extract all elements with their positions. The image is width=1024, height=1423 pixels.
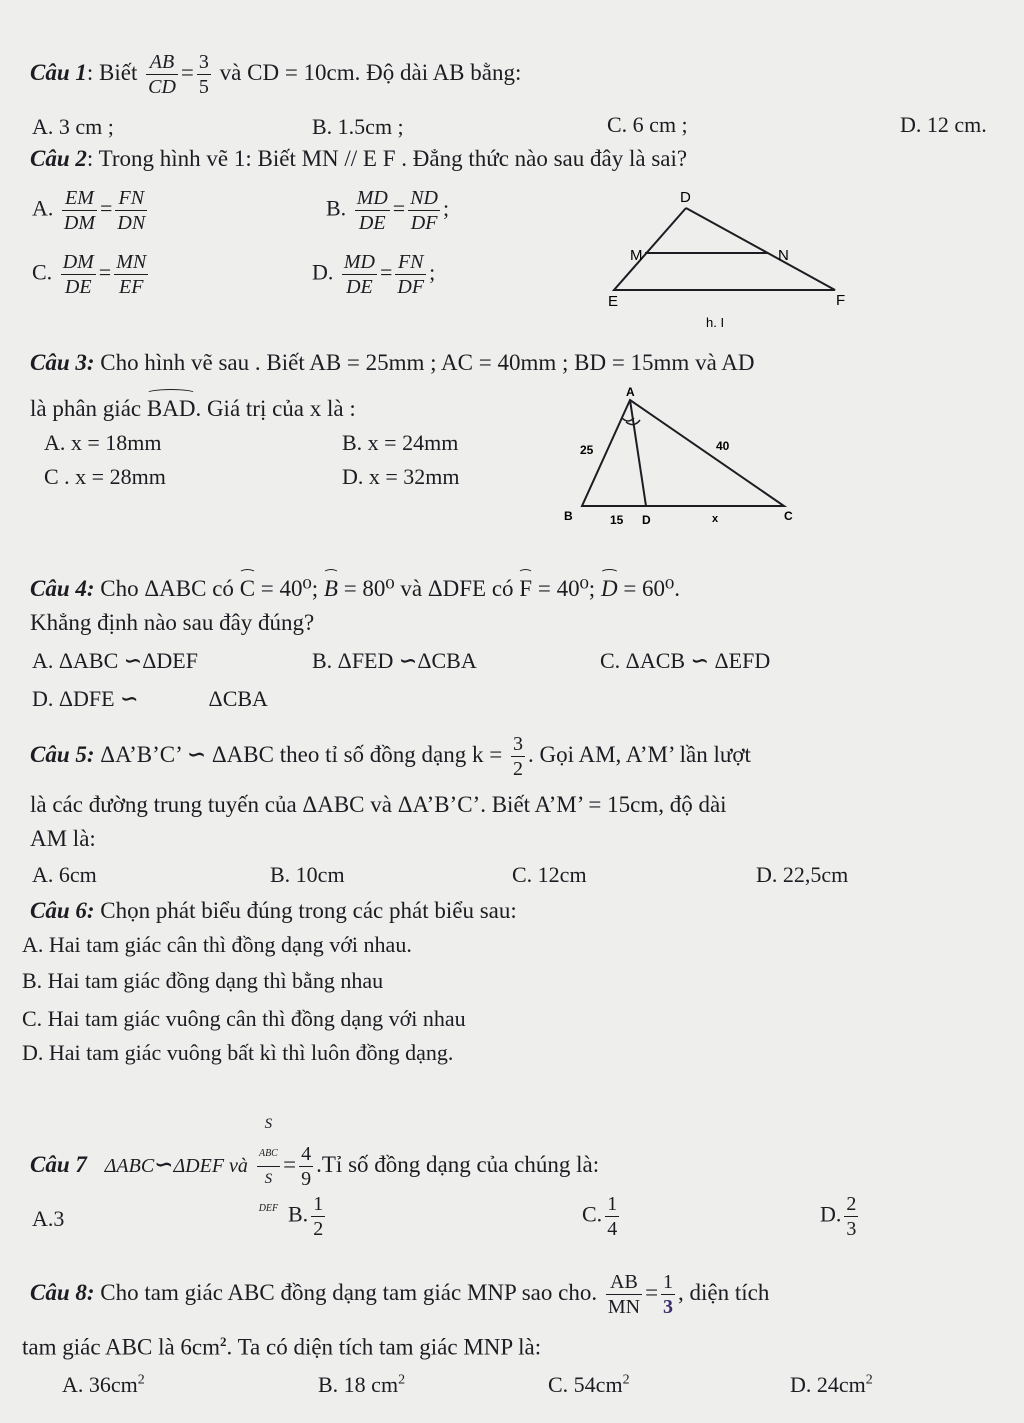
q3-fig-label-bd: 15	[610, 513, 624, 527]
q8-stem-line2: tam giác ABC là $6cm^2$. Ta có diện tích tam giác MNP là:	[22, 1334, 542, 1360]
q1-stem: Câu 1: Biết $\frac{AB}{CD}$ = $\frac{3}{5}$ và CD = 10cm. Độ dài AB bằng:	[30, 51, 522, 98]
q5-stem-line2: là các đường trung tuyến của ΔABC và ΔA’B’C’. Biết A’M’ = 15cm, độ dài	[30, 792, 727, 817]
q5-option-a[interactable]: A. 6cm	[32, 862, 97, 887]
q8-option-a[interactable]: A. $36cm^2$	[62, 1372, 145, 1397]
q8-label: Câu 8:	[30, 1279, 95, 1305]
q2-fig-label-d: D	[680, 189, 691, 206]
q2-fig-label-n: N	[778, 247, 789, 264]
q7-option-b[interactable]: B. $\frac{1}{2}$	[288, 1193, 324, 1240]
q2-label: Câu 2	[30, 146, 87, 171]
q2-fig-caption: h. I	[706, 315, 725, 330]
q4-option-d[interactable]: D. ΔDFE ∽ ΔCBA	[32, 686, 268, 711]
q7-stem: Câu 7 ΔABC∽ΔDEF và S $_{ABC}$ S $_{DEF}$ = $\frac{4}{9}$ .Tỉ số đồng dạng của chúng là:	[30, 1112, 599, 1221]
q6-option-c[interactable]: C. Hai tam giác vuông cân thì đồng dạng với nhau	[22, 1006, 466, 1031]
q2-option-a[interactable]: A. $\frac{EM}{DM}$ = $\frac{FN}{DN}$	[32, 187, 146, 234]
q2-fig-label-e: E	[608, 293, 619, 310]
q5-option-b[interactable]: B. 10cm	[270, 862, 345, 887]
q1-label: Câu 1	[30, 59, 87, 85]
q6-stem: Câu 6: Chọn phát biểu đúng trong các phát biểu sau:	[30, 898, 517, 923]
q2-fig-label-f: F	[836, 292, 846, 309]
q4-option-b[interactable]: B. ΔFED ∽ΔCBA	[312, 648, 477, 673]
q7-option-a[interactable]: A.3	[32, 1206, 65, 1231]
q8-option-c[interactable]: C. $54cm^2$	[548, 1372, 630, 1397]
q4-option-c[interactable]: C. ΔACB ∽ ΔEFD	[600, 648, 771, 673]
q4-stem-line1: Câu 4: Cho ΔABC có C = 40⁰; B = 80⁰ và ΔDFE có F = 40⁰; D = 60⁰.	[30, 576, 681, 601]
q1-option-b[interactable]: B. 1.5cm ;	[312, 114, 404, 139]
q3-stem-line1: Câu 3: Cho hình vẽ sau . Biết AB = 25mm ; AC = 40mm ; BD = 15mm và AD	[30, 350, 755, 375]
q6-option-d[interactable]: D. Hai tam giác vuông bất kì thì luôn đồng dạng.	[22, 1040, 454, 1065]
q4-stem-line2: Khẳng định nào sau đây đúng?	[30, 610, 315, 635]
q3-figure-triangle	[560, 380, 810, 530]
q3-fig-label-ac: 40	[716, 439, 730, 453]
q1-fraction: $\frac{AB}{CD}$	[148, 51, 176, 98]
q3-fig-label-x: x	[712, 513, 719, 525]
q5-stem-line1: Câu 5: ΔA’B’C’ ∽ ΔABC theo tỉ số đồng dạng k = $\frac{3}{2}$ . Gọi AM, A’M’ lần lượt	[30, 733, 751, 780]
q3-option-d[interactable]: D. x = 32mm	[342, 464, 460, 489]
q5-option-d[interactable]: D. 22,5cm	[756, 862, 849, 887]
q2-stem: Câu 2: Trong hình vẽ 1: Biết MN // E F . Đẳng thức nào sau đây là sai?	[30, 146, 688, 171]
q3-fig-label-a: A	[626, 385, 635, 399]
q6-option-a[interactable]: A. Hai tam giác cân thì đồng dạng với nhau.	[22, 932, 412, 957]
q6-option-b[interactable]: B. Hai tam giác đồng dạng thì bằng nhau	[22, 968, 384, 993]
q1-option-c[interactable]: C. 6 cm ;	[607, 112, 688, 137]
q7-label: Câu 7	[30, 1151, 87, 1177]
q3-option-b[interactable]: B. x = 24mm	[342, 430, 459, 455]
q2-option-d[interactable]: D. $\frac{MD}{DE}$ = $\frac{FN}{DF}$ ;	[312, 251, 436, 298]
q1-option-a[interactable]: A. 3 cm ;	[32, 114, 114, 139]
q3-fig-label-b: B	[564, 509, 573, 523]
q1-option-d[interactable]: D. 12 cm.	[900, 112, 987, 137]
q3-option-c[interactable]: C . x = 28mm	[44, 464, 166, 489]
q8-option-b[interactable]: B. 18 $cm^2$	[318, 1372, 406, 1397]
q5-option-c[interactable]: C. 12cm	[512, 862, 587, 887]
q3-option-a[interactable]: A. x = 18mm	[44, 430, 162, 455]
q5-stem-line3: AM là:	[30, 826, 96, 851]
q4-option-a[interactable]: A. ΔABC ∽ΔDEF	[32, 648, 198, 673]
q2-fig-label-m: M	[630, 247, 643, 264]
q6-label: Câu 6:	[30, 898, 95, 923]
q2-figure-triangle	[600, 180, 860, 340]
q3-fig-label-d: D	[642, 513, 651, 527]
q3-label: Câu 3:	[30, 350, 95, 375]
q5-label: Câu 5:	[30, 741, 95, 767]
q2-option-b[interactable]: B. $\frac{MD}{DE}$ = $\frac{ND}{DF}$ ;	[326, 187, 450, 234]
q8-stem-line1: Câu 8: Cho tam giác ABC đồng dạng tam giác MNP sao cho. $\frac{AB}{MN}$ = $\frac{1}{3}$ , diện tích	[30, 1271, 770, 1318]
q8-option-d[interactable]: D. $24cm^2$	[790, 1372, 873, 1397]
q3-fig-label-c: C	[784, 509, 793, 523]
q3-fig-label-ab: 25	[580, 443, 594, 457]
q7-option-c[interactable]: C. $\frac{1}{4}$	[582, 1193, 618, 1240]
q4-label: Câu 4:	[30, 576, 95, 601]
q2-option-c[interactable]: C. $\frac{DM}{DE}$ = $\frac{MN}{EF}$	[32, 251, 147, 298]
q7-option-d[interactable]: D. $\frac{2}{3}$	[820, 1193, 857, 1240]
q3-stem-line2: là phân giác BAD. Giá trị của x là :	[30, 396, 356, 421]
